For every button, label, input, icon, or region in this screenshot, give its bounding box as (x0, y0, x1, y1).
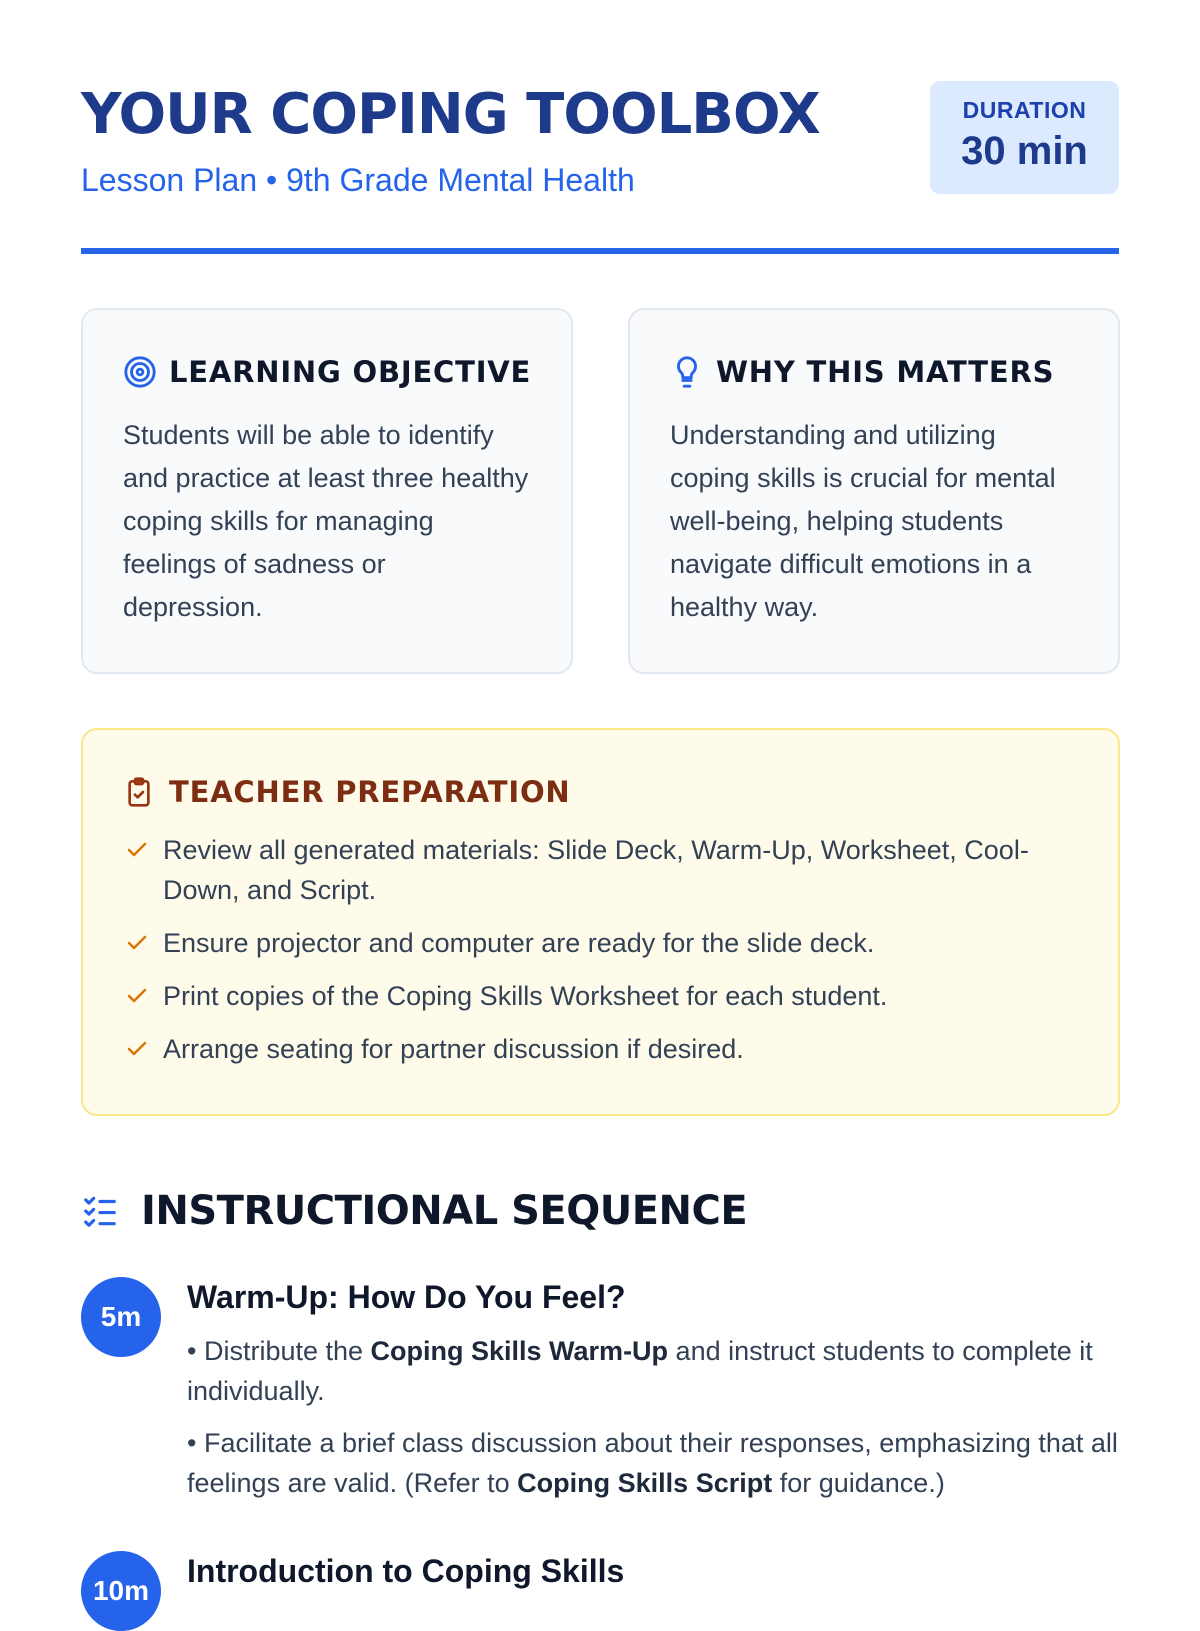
list-checks-icon (81, 1192, 119, 1230)
list-item (123, 830, 1078, 910)
section-title: INSTRUCTIONAL SEQUENCE (141, 1188, 748, 1234)
header (81, 80, 1119, 254)
duration-value: 30 min (961, 129, 1088, 173)
list-item (123, 1029, 1078, 1069)
duration-badge (930, 81, 1119, 194)
material-name: Coping Skills Warm-Up (370, 1336, 669, 1366)
card-body: Students will be able to identify and practice at least three healthy coping skills for managing feelings of sadness or depression. (123, 420, 529, 622)
check-icon (125, 931, 149, 955)
step-title: Introduction to Coping Skills (187, 1553, 625, 1589)
step-bullet: • Distribute the Coping Skills Warm-Up and instruct students to complete it individually. (187, 1336, 1093, 1406)
target-icon (123, 355, 157, 389)
list-item (123, 976, 1078, 1016)
step-title: Warm-Up: How Do You Feel? (187, 1279, 626, 1315)
step-duration-badge: 10m (81, 1551, 161, 1631)
duration-label: DURATION (962, 97, 1087, 123)
prep-checklist (123, 830, 1078, 1069)
prep-item-text: Review all generated materials: Slide Deck, Warm-Up, Worksheet, Cool-Down, and Script. (163, 835, 1029, 905)
step-duration-badge: 5m (81, 1277, 161, 1357)
why-this-matters-card (628, 308, 1120, 674)
material-name: Coping Skills Script (517, 1468, 773, 1498)
step-bullet: • Facilitate a brief class discussion about their responses, emphasizing that all feelings are valid. (Refer to Coping Skills Script for guidance.) (187, 1428, 1118, 1498)
step-content (187, 1551, 1120, 1593)
teacher-preparation-box (81, 728, 1120, 1116)
page-title: YOUR COPING TOOLBOX (81, 82, 820, 147)
card-title: LEARNING OBJECTIVE (169, 355, 532, 389)
page-subtitle: Lesson Plan • 9th Grade Mental Health (81, 162, 635, 198)
lightbulb-icon (670, 355, 704, 389)
check-icon (125, 838, 149, 862)
check-icon (125, 984, 149, 1008)
check-icon (125, 1037, 149, 1061)
list-item (123, 923, 1078, 963)
prep-item-text: Arrange seating for partner discussion if desired. (163, 1034, 744, 1064)
prep-item-text: Print copies of the Coping Skills Worksheet for each student. (163, 981, 888, 1011)
step-content (187, 1277, 1120, 1503)
card-title: WHY THIS MATTERS (716, 355, 1055, 389)
clipboard-check-icon (123, 776, 155, 808)
card-body: Understanding and utilizing coping skills is crucial for mental well-being, helping students navigate difficult emotions in a healthy way. (670, 420, 1056, 622)
prep-item-text: Ensure projector and computer are ready for the slide deck. (163, 928, 875, 958)
prep-title: TEACHER PREPARATION (169, 775, 571, 809)
learning-objective-card (81, 308, 573, 674)
instructional-sequence-header (81, 1183, 747, 1239)
info-cards (81, 308, 1120, 674)
